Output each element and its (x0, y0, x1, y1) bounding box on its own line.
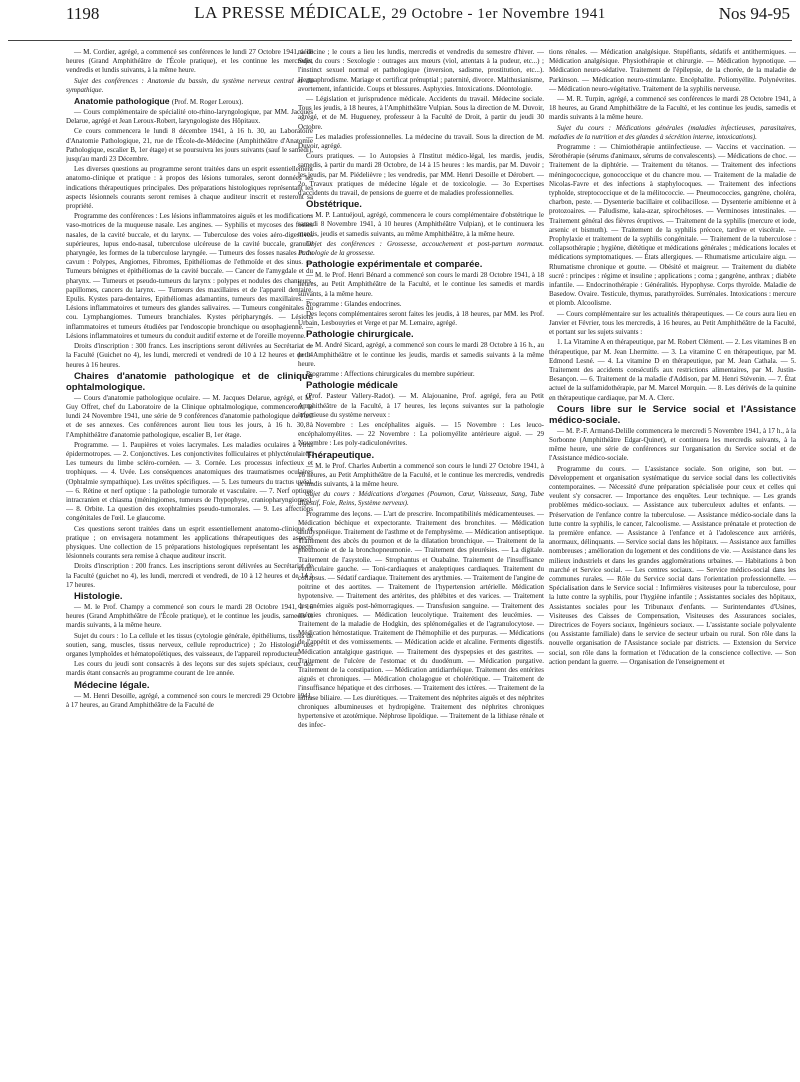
section-heading: Pathologie chirurgicale. (306, 329, 414, 341)
section-heading (66, 96, 313, 107)
column-2 (298, 48, 544, 1078)
paragraph: — Cours complémentaire de spécialité oto-rhino-laryngologique, par MM. Jacques Delarue, agrégé et Jean Leroux-Robert, laryngologiste des Hôpitaux. (66, 108, 313, 126)
section-heading: Thérapeutique. (306, 449, 375, 461)
paragraph: Programme des leçons. — L'art de prescrire. Incompatibilités médicamenteuses. — Médication béchique et expectorante. Traitement des bronchites. — Médication antidyspnéique. Traitement de l'asthme et de l'emphysème. — Médication antiseptique. Traitement des abcès du poumon et de la dilatation bronchique. — Traitement de la pneumonie et de la bronchopneumonie. — Traitement des pleurésies. — La digitale. Traitement de l'asystolie. — Strophantus et Ouabaïne. Traitement de l'insuffisance ventriculaire gauche. — Toni-cardiaques et analeptiques cardiaques. Traitement du collapsus. — Sédatif cardiaque. Traitement des arythmies. — Traitement de l'angine de poitrine et des aortites. — Traitement de l'hypertension artérielle. Médication hypotensive. — Traitement des artérites, des phlébites et des varices. — Traitement des anémies aiguës post-hémorragiques. — Transfusion sanguine. — Traitement des anémies chroniques. — Médication leucolytique. Traitement des leucémies. — Traitement de la maladie de Hodgkin, des splénomégalies et de l'agranulocytose. — Médication hémostatique. Traitement de l'hémophilie et des purpuras. — Médications de l'appétit et des vomissements. — Médication acide et alcaline. Ferments digestifs. Médication antalgique gastrique. — Traitement des dyspepsies et des gastrites. — Traitement de l'ulcère de l'estomac et du duodénum. — Médication purgative. Traitement de la constipation. — Médication antidiarrhéique. Traitement des entérites aiguës et chroniques. — Médication cholagogue et cholérétique. — Traitement de l'insuffisance hépatique et des cirrhoses. — Traitement des ictères. — Traitement de la lithiase biliaire. — Les diurétiques. — Traitement des néphrites aiguës et des néphrites chroniques albumineuses et hydropigène. Traitement des néphrites chroniques hypertensive et azotémique. Néphrose lipoïdique. — Traitement de la lithiase rénale et des infec- (298, 509, 544, 730)
paragraph: — M. le Prof. Champy a commencé son cours le mardi 28 Octobre 1941, à 16 heures (Grand Amphithéâtre de l'École pratique), et le continue les jeudis, samedis et mardis suivants, à la même heure. (66, 602, 313, 630)
paragraph: — M. André Sicard, agrégé, a commencé son cours le mardi 28 Octobre à 16 h., au petit Amphithéâtre et le continue les jeudis, mardis et samedis suivants à la même heure. (298, 341, 544, 368)
page-header (0, 0, 800, 48)
column-1 (66, 48, 313, 1078)
paragraph: — Cours complémentaire sur les actualités thérapeutiques. — Ce cours aura lieu en Janvier et Février, tous les mercredis, à 16 heures, au Petit Amphithéâtre de la Faculté, et portant sur les sujets suivants : (549, 309, 796, 337)
paragraph: — Les maladies professionnelles. La médecine du travail. Sous la direction de M. Duvoir, agrégé. (298, 132, 544, 151)
paragraph: Des leçons complémentaires seront faites les jeudis, à 18 heures, par MM. les Prof. Urbain, Lesbouyries et Verge et par M. Lemaire, agrégé. (298, 310, 544, 328)
paragraph: 1. La Vitamine A en thérapeutique, par M. Robert Clément. — 2. Les vitamines B en thérapeutique, par M. Jean Lhermitte. — 3. La vitamine C en thérapeutique, par M. Edmond Lesné. — 4. La vitamine D en thérapeutique, par M. Jean Cathala. — 5. Traitement des accidents consécutifs aux restrictions alimentaires, par M. Justin-Besançon. — 6. Traitement de la maladie d'Addison, par M. Henri Stévenin. — 7. État actuel de la sulfamidothérapie, par M. Marcel Morquin. — 8. Les dérivés de la quinine en thérapeutique cardiaque, par M. A. Clerc. (549, 338, 796, 402)
paragraph: — M. R. Turpin, agrégé, a commencé ses conférences le mardi 28 Octobre 1941, à 18 heures, au Grand Amphithéâtre de la Faculté, et les continue les jeudis, samedis et mardis suivants à la même heure. (549, 95, 796, 122)
paragraph: Droits d'inscription : 200 francs. Les inscriptions seront délivrées au Secrétariat de la Faculté (guichet no 4), les lundi, mercredi et vendredi, de 10 à 12 heures et de 14 à 17 heures. (66, 562, 313, 589)
journal-title: LA PRESSE MÉDICALE, (194, 3, 387, 22)
section-heading: Pathologie expérimentale et comparée. (306, 259, 483, 271)
section-heading: Obstétrique. (306, 199, 362, 211)
column-3 (549, 48, 796, 1078)
paragraph: 8 Novembre : Les encéphalites aiguës. — 15 Novembre : Les leuco-encéphalomyélites. — 22 Novembre : La poliomyélite antérieure aiguë. — 29 Novembre : Les poly-radiculonévrites. (298, 420, 544, 448)
paragraph: Programme du cours. — L'assistance sociale. Son origine, son but. — Développement et organisation systématique du service social dans les collectivités contemporaines. — Nécessité d'une préparation spécialisée pour ceux et celles qui veulent s'y consacrer. — Importance des enquêtes. Leur technique. — Les grands problèmes médico-sociaux. — Assistance aux tuberculeux adultes et enfants. — Préservation de l'enfance contre la tuberculose. — Assistance médico-sociale dans la lutte contre la syphilis, le cancer, l'alcoolisme. — Assistance prénatale et protection de la première enfance. — Assistance à l'enfance et à l'adolescence aux arriérés, anormaux, délinquants. — Service social dans les hôpitaux. — Assistance aux familles nombreuses ; amélioration du logement et des conditions de vie. — Assistance dans les milieux industriels et dans les grandes agglomérations urbaines. — Habitations à bon marché et Service social. — Les centres sociaux. — Service médico-social dans les communes rurales. — Rôle du Service social dans l'orientation professionnelle. — Spécialisation dans le Service social : Infirmières visiteuses pour la tuberculose, pour la lutte contre la syphilis, pour l'hygiène infantile ; Assistantes sociales des hôpitaux, Assistantes sociales pour les Tribunaux d'enfants. — Surintendantes d'Usines, Visiteuses des Caisses de Compensation, Visiteuses des Assurances sociales, Directrices de Foyers sociaux, Ingénieurs sociaux. — L'assistante sociale polyvalente (ou Assistante familiale) dans le service de secteur urbain ou rural. Son rôle dans la nouvelle organisation de l'Assistance sociale par districts. — Extension du Service social, son rôle dans la formation et l'éducation de la conscience collective. — Son action pendant la guerre. — Organisation de l'enseignement et (549, 464, 796, 666)
paragraph: — M. Cordier, agrégé, a commencé ses conférences le lundi 27 Octobre 1941, à 18 heures (Grand Amphithéâtre de l'École pratique), et les continue les mercredis, vendredis et lundis suivants, à la même heure. (66, 48, 313, 75)
paragraph: Sujet du cours : Médications d'organes (Poumon, Cœur, Vaisseaux, Sang, Tube digestif, Foie, Reins, Système nerveux). (298, 490, 544, 508)
paragraph: Programme : Glandes endocrines. (306, 299, 402, 308)
paragraph: Objet des conférences : Grossesse, accouchement et post-partum normaux. Pathologie de la grossesse. (298, 239, 544, 258)
paragraph: — M. le Prof. Henri Bénard a commencé son cours le mardi 28 Octobre 1941, à 18 heures, au Petit Amphithéâtre de la Faculté, et le continue les samedis et mardis suivants, à la même heure. (298, 271, 544, 298)
paragraph: — Législation et jurisprudence médicale. Accidents du travail. Médecine sociale. Tous les jeudis, à 18 heures, à l'Amphithéâtre Vulpian. Sous la direction de M. Duvoir, agrégé, et de M. Hugueney, professeur à la Faculté de Droit, à partir du jeudi 30 Octobre. (298, 95, 544, 131)
paragraph: Ce cours commencera le lundi 8 décembre 1941, à 16 h. 30, au Laboratoire d'Anatomie Pathologique, 21, rue de l'École-de-Médecine (Amphithéâtre d'Anatomie Pathologique, escalier B, 1er étage) et se poursuivra les jours suivants (sauf le samedi), jusqu'au mardi 23 Décembre. (66, 127, 313, 164)
section-heading: Médecine légale. (74, 679, 150, 691)
paragraph: — M. P.-F. Armand-Delille commencera le mercredi 5 Novembre 1941, à 17 h., à la Sorbonne (Amphithéâtre Edgar-Quinet), et continuera les mercredis suivants, à la même heure, une série de conférences sur l'organisation du Service social et de l'Assistance médico-sociale. (549, 426, 796, 463)
section-heading: Pathologie médicale (306, 380, 398, 392)
paragraph: (Prof. Pasteur Vallery-Radot). — M. Alajouanine, Prof. agrégé, fera au Petit Amphithéâtre de la Faculté, à 17 heures, les leçons suivantes sur la pathologie infectieuse du système nerveux : (298, 392, 544, 419)
paragraph: Sujet des conférences : Anatomie du bassin, du système nerveux central et du sympathique. (66, 76, 313, 94)
issue-number: Nos 94-95 (718, 4, 790, 23)
paragraph: médecine ; le cours a lieu les lundis, mercredis et vendredis du semestre d'hiver. — Sujet du cours : Sexologie : outrages aux mœurs (viol, attentats à la pudeur, etc...) ; l'instinct sexuel normal et pathologique (inversion, sadisme, prostitution, etc...). Hermaphrodisme. Mariage et certificat prénuptial ; paternité, divorce. Malthusianisme, avortement, infanticide. Coups et blessures. Asphyxies. Intoxications. Déontologie. (298, 48, 544, 93)
paragraph: Programme : Affections chirurgicales du membre supérieur. (306, 370, 475, 379)
paragraph: Programme. — 1. Paupières et voies lacrymales. Les maladies oculaires à virus épidermotropes. — 2. Conjonctives. Les conjonctivites folliculaires et phlycténulaires. Les tumeurs du limbe scléro-cornéen. — 3. Cornée. Les processus infectieux et trophiques. — 4. Uvée. Les conséquences anatomiques des traumatismes oculaires (Ophtalmie sympathique). Les uvéites spécifiques. — 5. Les tumeurs du tractus uvéal. — 6. Rétine et nerf optique : la pathologie tumorale et vasculaire. — 7. Nerf optique intracranien et chiasma (méningiomes, tumeurs de l'hypophyse, craniopharyngiomes). — 8. Orbite. La question des exophtalmies pseudo-tumorales. — 9. Les affections congénitales de l'œil. Le glaucome. (66, 440, 313, 523)
paragraph: Programme des conférences : Les lésions inflammatoires aiguës et les modifications vaso-motrices de la muqueuse nasale. Les angines. — Syphilis et mycoses des fosses nasales, de la cavité buccale, et du larynx. — Tuberculose des voies aéro-digestives supérieures, lupus endo-nasal, tuberculose ulcéreuse de la cavité buccale, granulie pharyngée, les formes de la tuberculose laryngée. — Tumeurs des fosses nasales et du cavum : Polypes, Angiomes, Fibromes, Epithéliomas de l'ethmoïde et des sinus. — Tumeurs bénignes et épithéliomas de la cavité buccale. — Cancer de l'amygdale et du pharynx. — Tumeurs et pseudo-tumeurs du larynx : polypes et nodules des chanteurs, papillomes, cancers du larynx. — Tumeurs des maxillaires et de l'appareil dentaire. Epulis. Kystes para-dentaires, Epithéliomas adamantins, tumeurs des maxillaires. — Lésions inflammatoires et tumeurs des glandes salivaires. — Tumeurs congénitales du cou. Lymphangiomes. Tumeurs branchiales. Kystes péripharyngés. — Lésions inflammatoires et tumeurs étudiées par l'endoscopie bronchique ou œsophagienne. — Lésions inflammatoires et tumeurs du conduit auditif externe et de l'oreille moyenne. (66, 212, 313, 340)
heading-title: Anatomie pathologique (74, 96, 170, 107)
paragraph: Sujet du cours : 1o La cellule et les tissus (cytologie générale, épithéliums, tissus de soutien, sang, muscles, tissus nerveux, cellule reproductrice) ; 2o Histologie des organes lymphoïdes et hématopoïétiques, des vaisseaux, de l'appareil reproducteur. (66, 631, 313, 658)
paragraph: — M. P. Lantuéjoul, agrégé, commencera le cours complémentaire d'obstétrique le samedi 8 Novembre 1941, à 10 heures (Amphithéâtre Vulpian), et le continuera les mardis, jeudis et samedis suivants, au même Amphithéâtre, à la même heure. (298, 211, 544, 238)
running-title (150, 3, 650, 23)
paragraph: — M. le Prof. Charles Aubertin a commencé son cours le lundi 27 Octobre 1941, à 16 heures, au Petit Amphithéâtre de la Faculté, et le continue les mercredis, vendredis et lundis suivants, à la même heure. (298, 461, 544, 488)
paragraph: tions rénales. — Médication analgésique. Stupéfiants, sédatifs et antithermiques. — Médication analgésique. Physiothérapie et chirurgie. — Médication hypnotique. — Médication neuro-sédative. Traitement de l'épilepsie, de la chorée, de la maladie de Parkinson. — Médication neuro-stimulante. Encéphalite. Poliomyélite. Polynévrites. — Médication neuro-végétative. Traitement de la syphilis nerveuse. (549, 48, 796, 93)
section-heading: Cours libre sur le Service social et l'Assistance médico-sociale. (549, 403, 796, 426)
paragraph: Les cours du jeudi sont consacrés à des leçons sur des sujets spéciaux, ceux des mardis étant consacrés au programme courant de 1re année. (66, 660, 313, 678)
section-heading: Chaires d'anatomie pathologique et de clinique ophtalmologique. (66, 370, 313, 393)
header-rule (8, 40, 792, 41)
paragraph: Droits d'inscription : 300 francs. Les inscriptions seront délivrées au Secrétariat de la Faculté (Guichet no 4), les lundi, mercredi et vendredi de 10 à 12 heures et de 14 heures à 16 heures. (66, 342, 313, 369)
paragraph: Cours pratiques. — 1o Autopsies à l'Institut médico-légal, les mardis, jeudis, samedis, à partir du mardi 28 Octobre, de 14 à 15 heures : les mardis, par M. Duvoir ; les jeudis, par M. Piédelièvre ; les vendredis, par MM. Henri Desoille et Dérobert. — 2o Travaux pratiques de médecine légale et de toxicologie. — 3o Expertises d'accidents du travail, de pensions de guerre et de maladies professionnelles. (298, 152, 544, 198)
paragraph: — Cours d'anatomie pathologique oculaire. — M. Jacques Delarue, agrégé, et M. Guy Offret, chef du Laboratoire de la Clinique ophtalmologique, commenceront, le lundi 24 Novembre 1941, une série de 9 conférences d'anatomie pathologique de l'œil et de ses annexes. Ces conférences auront lieu tous les jours, à 16 h. 30, à l'Amphithéâtre d'anatomie pathologique, escalier B, 1er étage. (66, 393, 313, 439)
paragraph: Les diverses questions au programme seront traitées dans un esprit essentiellement anatomo-clinique et pratique : à propos des lésions tumorales, seront données les indications thérapeutiques principales. Des préparations histologiques représentant les aspects lésionnels courants seront remises à chaque auditeur inscrit et resteront sa propriété. (66, 165, 313, 211)
paragraph: Sujet du cours : Médications générales (maladies infectieuses, parasitaires, maladies de la nutrition et des glandes à sécrétion interne, intoxications). (549, 123, 796, 141)
issue-date: 29 Octobre - 1er Novembre 1941 (391, 6, 606, 22)
heading-note: (Prof. M. Roger Leroux). (171, 98, 244, 107)
paragraph: Programme : — Chimiothérapie antiinfectieuse. — Vaccins et vaccination. — Sérothérapie (sérums d'animaux, sérums de convalescents). — Médications de choc. — Traitement de la diphtérie. — Traitement du tétanos. — Traitement des infections méningococcique, gonococcique et du chancre mou. — Traitement de la maladie de Nicolas-Favre et des infections à staphylocoques. — Traitement des infections typhoïde, streptococcique et de la mélitococcie. — Pneumococcies, gangrène, choléra, charbon, peste. — Dysenterie bacillaire et colibacillose. — Dysenterie amibienne et à protozoaires. — Paludisme, kala-azar, spirochétoses. — Verminoses intestinales. — Traitement général des fièvres éruptives. — Traitement de la syphilis (mercure et iode, arsenic et bismuth). — Traitement de la syphilis précoce, tardive et viscérale. — Prophylaxie et traitement de la syphilis congénitale. — Traitement de la tuberculose : collapsothérapie ; hygiène, diététique et médications générales ; médications locales et médications symptomatiques. — États allergiques. — Rhumatisme articulaire aigu. — Rhumatisme chronique et goutte. — Obésité et maigreur. — Traitement du diabète sucré : principes : régime et insuline ; applications ; coma ; gangrène, anthrax ; diabète infantile. — Endocrinothérapie : Généralités. Hypophyse. Corps thyroïde. Maladie de Basedow. Ovaire. Testicule, thymus, parathyroïdes. Surrénales. Intoxications : mercure et plomb. Alcoolisme. (549, 143, 796, 308)
paragraph: Ces questions seront traitées dans un esprit essentiellement anatomo-clinique et pratique ; on envisagera notamment les applications thérapeutiques des aspects physiques. Une collection de 15 préparations histologiques représentant les aspects lésionnels courants sera remise à chaque auditeur inscrit. (66, 524, 313, 561)
paragraph: — M. Henri Desoille, agrégé, a commencé son cours le mercredi 29 Octobre 1941, à 17 heures, au Grand Amphithéâtre de la Faculté de (66, 691, 313, 709)
section-heading: Histologie. (74, 590, 123, 602)
page-number: 1198 (66, 4, 100, 23)
